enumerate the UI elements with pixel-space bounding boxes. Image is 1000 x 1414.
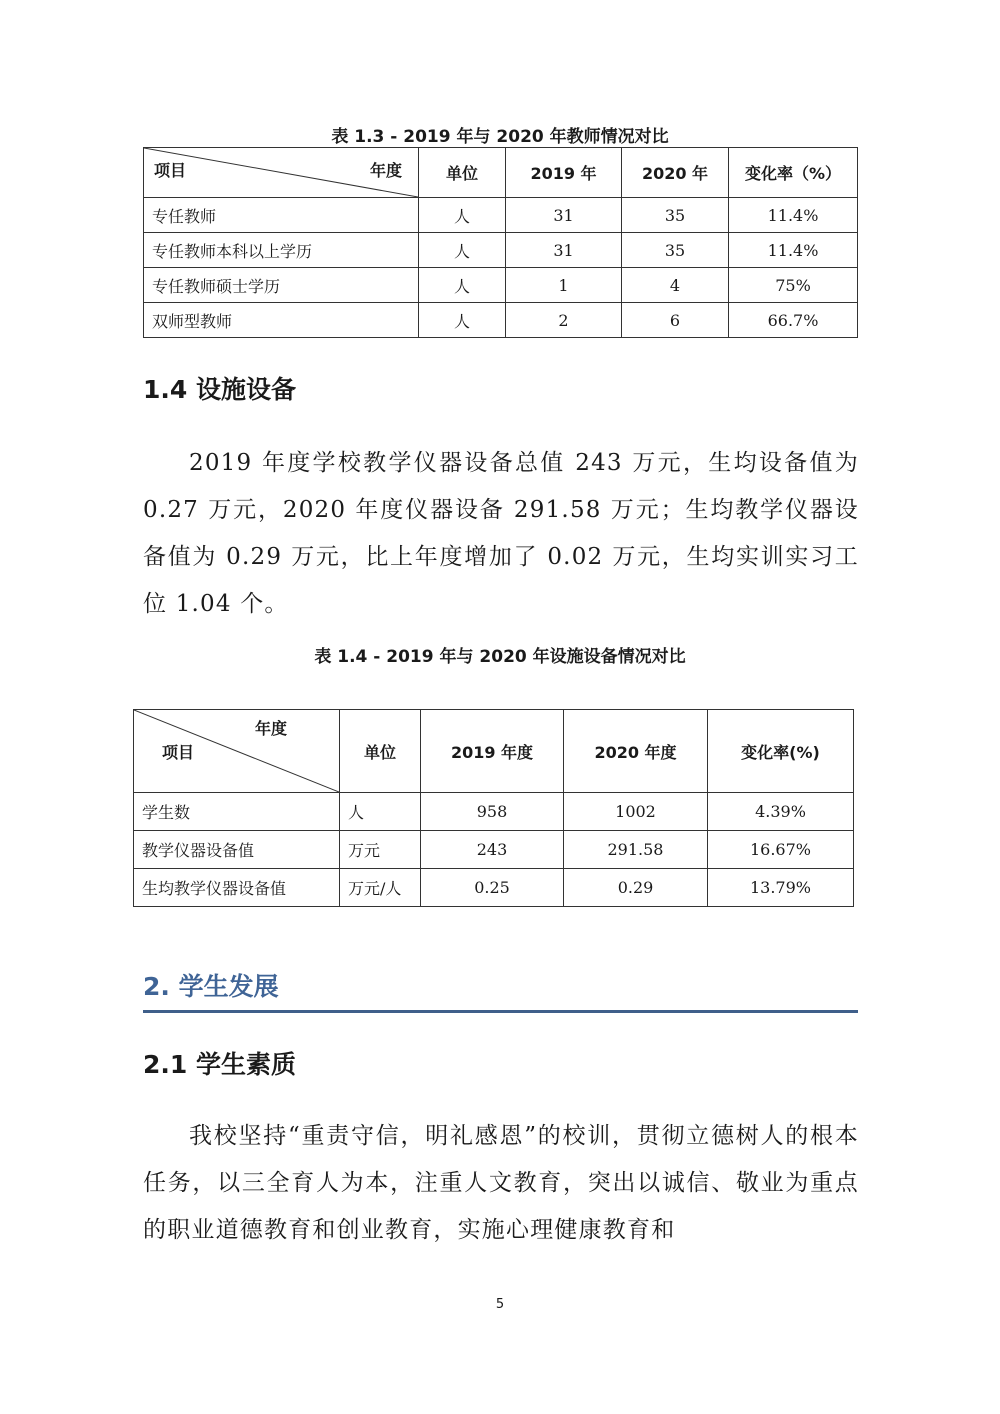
paragraph-text: 2019 年度学校教学仪器设备总值 243 万元，生均设备值为 0.27 万元，2020 年度仪器设备 291.58 万元；生均教学仪器设备值为 0.29 万元，比上年度增加了 0.02 万元，生均实训实习工位 1.04 个。 (143, 450, 859, 617)
header-year: 年度 (254, 719, 287, 738)
row-unit: 人 (419, 233, 506, 268)
row-name: 生均教学仪器设备值 (134, 869, 340, 907)
row-name: 专任教师本科以上学历 (144, 233, 419, 268)
section-divider (143, 1010, 858, 1013)
row-2019: 0.25 (421, 869, 564, 907)
header-2020: 2020 年 (622, 148, 729, 198)
section-2-1-paragraph (143, 1113, 859, 1254)
row-2019: 2 (506, 303, 622, 338)
row-unit: 人 (419, 198, 506, 233)
header-unit: 单位 (340, 710, 421, 793)
table-row (134, 831, 854, 869)
section-2-heading: 2. 学生发展 (143, 972, 279, 1001)
row-2019: 31 (506, 233, 622, 268)
row-change: 75% (729, 268, 858, 303)
row-name: 教学仪器设备值 (134, 831, 340, 869)
row-2019: 1 (506, 268, 622, 303)
row-change: 4.39% (708, 793, 854, 831)
diagonal-header-cell (134, 710, 340, 793)
header-change: 变化率(%) (708, 710, 854, 793)
row-2019: 31 (506, 198, 622, 233)
row-unit: 人 (340, 793, 421, 831)
row-change: 11.4% (729, 233, 858, 268)
header-unit: 单位 (419, 148, 506, 198)
header-2019: 2019 年度 (421, 710, 564, 793)
row-change: 16.67% (708, 831, 854, 869)
row-change: 66.7% (729, 303, 858, 338)
row-name: 学生数 (134, 793, 340, 831)
header-change: 变化率（%） (729, 148, 858, 198)
header-2019: 2019 年 (506, 148, 622, 198)
diagonal-header-cell (144, 148, 419, 198)
row-2020: 291.58 (564, 831, 708, 869)
paragraph-text: 我校坚持“重责守信，明礼感恩”的校训，贯彻立德树人的根本任务，以三全育人为本，注重人文教育，突出以诚信、敬业为重点的职业道德教育和创业教育，实施心理健康教育和 (143, 1123, 859, 1243)
header-year: 年度 (369, 161, 402, 180)
page-number: 5 (495, 1297, 505, 1312)
table-1-4-caption: 表 1.4 - 2019 年与 2020 年设施设备情况对比 (314, 647, 686, 667)
table-row (134, 793, 854, 831)
header-2020: 2020 年度 (564, 710, 708, 793)
row-name: 专任教师 (144, 198, 419, 233)
row-unit: 万元 (340, 831, 421, 869)
row-unit: 人 (419, 303, 506, 338)
row-2019: 243 (421, 831, 564, 869)
table-1-4 (133, 709, 854, 907)
row-2020: 4 (622, 268, 729, 303)
section-1-4-paragraph (143, 440, 859, 628)
row-change: 13.79% (708, 869, 854, 907)
table-1-3 (143, 147, 858, 338)
table-row (134, 869, 854, 907)
section-2-1-heading: 2.1 学生素质 (143, 1050, 296, 1079)
row-2020: 35 (622, 198, 729, 233)
header-item: 项目 (162, 743, 195, 762)
row-unit: 人 (419, 268, 506, 303)
row-2020: 1002 (564, 793, 708, 831)
row-2020: 35 (622, 233, 729, 268)
row-change: 11.4% (729, 198, 858, 233)
table-row (144, 233, 858, 268)
header-item: 项目 (154, 161, 187, 180)
row-2020: 6 (622, 303, 729, 338)
table-row (144, 303, 858, 338)
row-name: 专任教师硕士学历 (144, 268, 419, 303)
table-1-3-caption: 表 1.3 - 2019 年与 2020 年教师情况对比 (331, 127, 669, 147)
section-1-4-heading: 1.4 设施设备 (143, 375, 296, 404)
row-2020: 0.29 (564, 869, 708, 907)
row-2019: 958 (421, 793, 564, 831)
table-row (144, 268, 858, 303)
row-name: 双师型教师 (144, 303, 419, 338)
table-row (144, 198, 858, 233)
row-unit: 万元/人 (340, 869, 421, 907)
